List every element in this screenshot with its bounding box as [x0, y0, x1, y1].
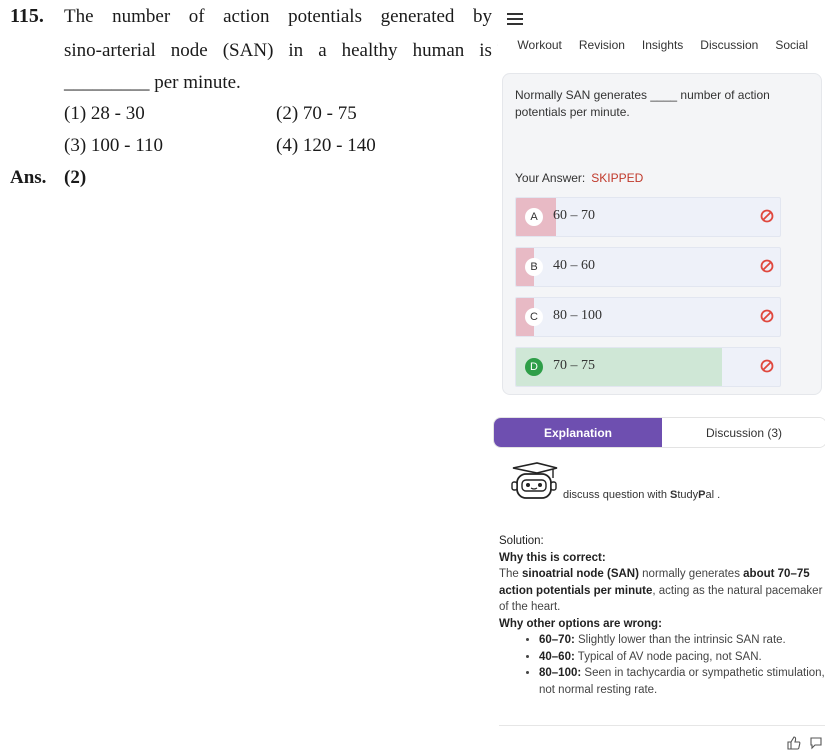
word: in: [288, 40, 304, 61]
incorrect-icon: [760, 309, 774, 323]
option-text: 40 – 60: [553, 258, 595, 273]
option-letter: C: [525, 308, 543, 326]
studypal-brand-s: S: [670, 489, 678, 501]
option-letter: D: [525, 358, 543, 376]
word: number: [112, 6, 171, 27]
word: generated: [380, 6, 455, 27]
question-line-1: [64, 6, 492, 28]
option-a[interactable]: [515, 197, 781, 237]
item-label: 60–70:: [539, 634, 575, 646]
nav-tab-workout[interactable]: Workout: [517, 38, 562, 52]
incorrect-icon: [760, 359, 774, 373]
item-text: Slightly lower than the intrinsic SAN rate.: [574, 634, 786, 646]
word: action: [223, 6, 270, 27]
text-bold: sinoatrial node (SAN): [522, 568, 639, 580]
studypal-prefix: discuss question with: [563, 489, 670, 501]
item-label: 40–60:: [539, 650, 575, 663]
wrong-options-list: [499, 632, 825, 698]
word: sino-arterial: [64, 40, 156, 61]
tab-explanation[interactable]: Explanation: [494, 418, 662, 447]
top-nav: [497, 36, 825, 54]
your-answer: [515, 171, 643, 185]
studypal-suffix: .: [714, 489, 721, 501]
question-line-2: [64, 40, 492, 62]
studypal-brand-al: al: [705, 489, 715, 501]
your-answer-status: SKIPPED: [591, 171, 644, 185]
list-item: [539, 632, 825, 649]
nav-tab-social[interactable]: Social: [775, 38, 808, 52]
explanation-tabs: [493, 417, 825, 448]
question-text: Normally SAN generates ____ number of action potentials per minute.: [515, 88, 770, 119]
option-letter: A: [525, 208, 543, 226]
option-d[interactable]: [515, 347, 781, 387]
word: potentials: [288, 6, 362, 27]
nav-tab-discussion[interactable]: Discussion: [700, 38, 759, 52]
printed-option-1: (1) 28 - 30: [64, 103, 145, 124]
text: normally generates: [638, 568, 744, 580]
option-letter: B: [525, 258, 543, 276]
option-fill: [516, 348, 722, 386]
printed-option-4: (4) 120 - 140: [276, 135, 376, 156]
word: a: [318, 40, 327, 61]
item-label: 80–100:: [539, 667, 582, 679]
word: of: [188, 6, 205, 27]
option-b[interactable]: [515, 247, 781, 287]
answer-label: Ans.: [10, 167, 47, 188]
divider: [499, 725, 825, 726]
option-text: 80 – 100: [553, 308, 602, 323]
solution-paragraph: [499, 566, 825, 616]
your-answer-label: Your Answer:: [515, 171, 586, 185]
incorrect-icon: [760, 209, 774, 223]
solution-panel: [499, 533, 825, 698]
text: , acting as the natural pacemaker of the heart.: [499, 584, 823, 613]
printed-option-3: (3) 100 - 110: [64, 135, 164, 156]
word: node: [170, 40, 208, 61]
item-text: Seen in tachycardia or sympathetic stimulation, not normal resting rate.: [539, 667, 825, 696]
word: is: [479, 40, 492, 61]
why-correct-heading: Why this is correct:: [499, 551, 606, 564]
tab-discussion[interactable]: Discussion (3): [662, 418, 825, 447]
question-line-3: _________ per minute.: [64, 72, 241, 93]
list-item: [539, 665, 825, 698]
option-text: 70 – 75: [553, 358, 595, 373]
printed-option-2: (2) 70 - 75: [276, 103, 357, 124]
word: The: [64, 6, 94, 27]
question-number: 115.: [10, 5, 44, 27]
option-c[interactable]: [515, 297, 781, 337]
studypal-link[interactable]: [563, 489, 720, 501]
word: healthy: [341, 40, 398, 61]
text-bold: about 70–75 action potentials per minute: [499, 568, 810, 597]
solution-heading: Solution:: [499, 535, 544, 547]
menu-icon[interactable]: [507, 10, 523, 28]
thumbs-up-icon[interactable]: [787, 736, 801, 750]
word: by: [472, 6, 492, 27]
nav-tab-revision[interactable]: Revision: [578, 38, 625, 52]
studypal-bot-icon[interactable]: [509, 462, 559, 502]
text: The: [499, 568, 523, 580]
item-text: Typical of AV node pacing, not SAN.: [574, 650, 762, 663]
why-wrong-heading: Why other options are wrong:: [499, 617, 662, 630]
word: human: [412, 40, 465, 61]
studypal-brand-tudy: tudy: [677, 489, 699, 501]
nav-tab-insights[interactable]: Insights: [641, 38, 684, 52]
incorrect-icon: [760, 259, 774, 273]
list-item: [539, 649, 825, 666]
word: (SAN): [222, 40, 274, 61]
option-text: 60 – 70: [553, 208, 595, 223]
answer-value: (2): [64, 167, 87, 188]
studypal-brand-p: P: [698, 489, 706, 501]
report-icon[interactable]: [809, 736, 823, 750]
